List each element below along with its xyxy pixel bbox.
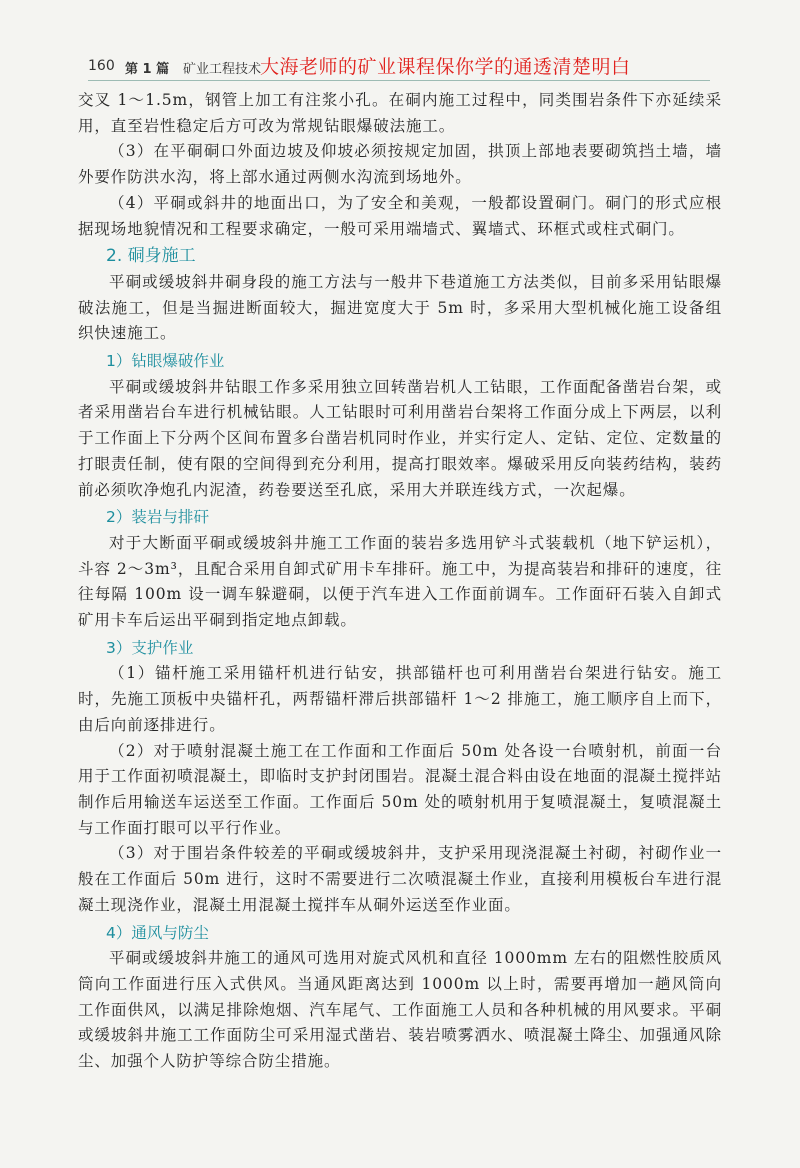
paragraph: （1）锚杆施工采用锚杆机进行钻安，拱部锚杆也可利用凿岩台架进行钻安。施工时，先施工顶板中央锚杆孔，两帮锚杆滞后拱部锚杆 1～2 排施工，施工顺序自上而下，由后向前逐排进行。	[78, 664, 722, 734]
book-title: 矿业工程技术	[183, 62, 262, 77]
page-header	[88, 54, 710, 81]
subsection-heading: 1）钻眼爆破作业	[106, 352, 225, 371]
subsection-heading: 4）通风与防尘	[106, 923, 209, 942]
paragraph: 交叉 1～1.5m，钢管上加工有注浆小孔。在硐内施工过程中，同类围岩条件下亦延续采用，直至岩性稳定后方可改为常规钻眼爆破法施工。	[78, 91, 722, 135]
subsection-heading: 2）装岩与排矸	[106, 508, 209, 527]
subsection-heading: 3）支护作业	[106, 638, 194, 657]
paragraph: 平硐或缓坡斜井施工的通风可选用对旋式风机和直径 1000mm 左右的阻燃性胶质风筒向工作面进行压入式供风。当通风距离达到 1000m 以上时，需要再增加一趟风筒向工作面供风，以满足排除炮烟、汽车尾气、工作面施工人员和各种机械的用风要求。平硐或缓坡斜井施工工作面防尘可采用湿式凿岩、装岩喷雾洒水、喷混凝土降尘、加强通风除尘、加强个人防护等综合防尘措施。	[78, 949, 722, 1071]
paragraph: （3）对于围岩条件较差的平硐或缓坡斜井，支护采用现浇混凝土衬砌，衬砌作业一般在工作面后 50m 进行，这时不需要进行二次喷混凝土作业，直接利用模板台车进行混凝土现浇作业，混凝土用混凝土搅拌车从硐外运送至作业面。	[78, 844, 722, 914]
paragraph: 平硐或缓坡斜井硐身段的施工方法与一般井下巷道施工方法类似，目前多采用钻眼爆破法施工，但是当掘进断面较大，掘进宽度大于 5m 时，多采用大型机械化施工设备组织快速施工。	[78, 272, 722, 343]
page-body	[78, 88, 722, 1075]
page-number: 160	[88, 58, 115, 74]
paragraph: （2）对于喷射混凝土施工在工作面和工作面后 50m 处各设一台喷射机，前面一台用于工作面初喷混凝土，即临时支护封闭围岩。混凝土混合料由设在地面的混凝土搅拌站制作后用输送车运送至工作面。工作面后 50m 处的喷射机用于复喷混凝土，复喷混凝土与工作面打眼可以平行作业。	[78, 741, 722, 837]
paragraph: 平硐或缓坡斜井钻眼工作多采用独立回转凿岩机人工钻眼，工作面配备凿岩台架，或者采用凿岩台车进行机械钻眼。人工钻眼时可利用凿岩台架将工作面分成上下两层，以利于工作面上下分两个区间布置多台凿岩机同时作业，并实行定人、定钻、定位、定数量的打眼责任制，使有限的空间得到充分利用，提高打眼效率。爆破采用反向装药结构，装药前必须吹净炮孔内泥渣，药卷要送至孔底，采用大并联连线方式，一次起爆。	[78, 377, 722, 499]
paragraph: （4）平硐或斜井的地面出口，为了安全和美观，一般都设置硐门。硐门的形式应根据现场地貌情况和工程要求确定，一般可采用端墙式、翼墙式、环框式或柱式硐门。	[78, 193, 722, 238]
section-heading: 2. 硐身施工	[106, 246, 196, 267]
paragraph: （3）在平硐硐口外面边坡及仰坡必须按规定加固，拱顶上部地表要砌筑挡土墙，墙外要作防洪水沟，将上部水通过两侧水沟流到场地外。	[78, 142, 722, 187]
paragraph: 对于大断面平硐或缓坡斜井施工工作面的装岩多选用铲斗式装载机（地下铲运机），斗容 2～3m³，且配合采用自卸式矿用卡车排矸。施工中，为提高装岩和排矸的速度，往往每隔 100m 设一调车躲避硐，以便于汽车进入工作面前调车。工作面矸石装入自卸式矿用卡车后运出平硐到指定地点卸载。	[78, 533, 722, 630]
watermark-text: 大海老师的矿业课程保你学的通透清楚明白	[260, 56, 631, 78]
chapter-label: 第 1 篇	[125, 62, 170, 77]
